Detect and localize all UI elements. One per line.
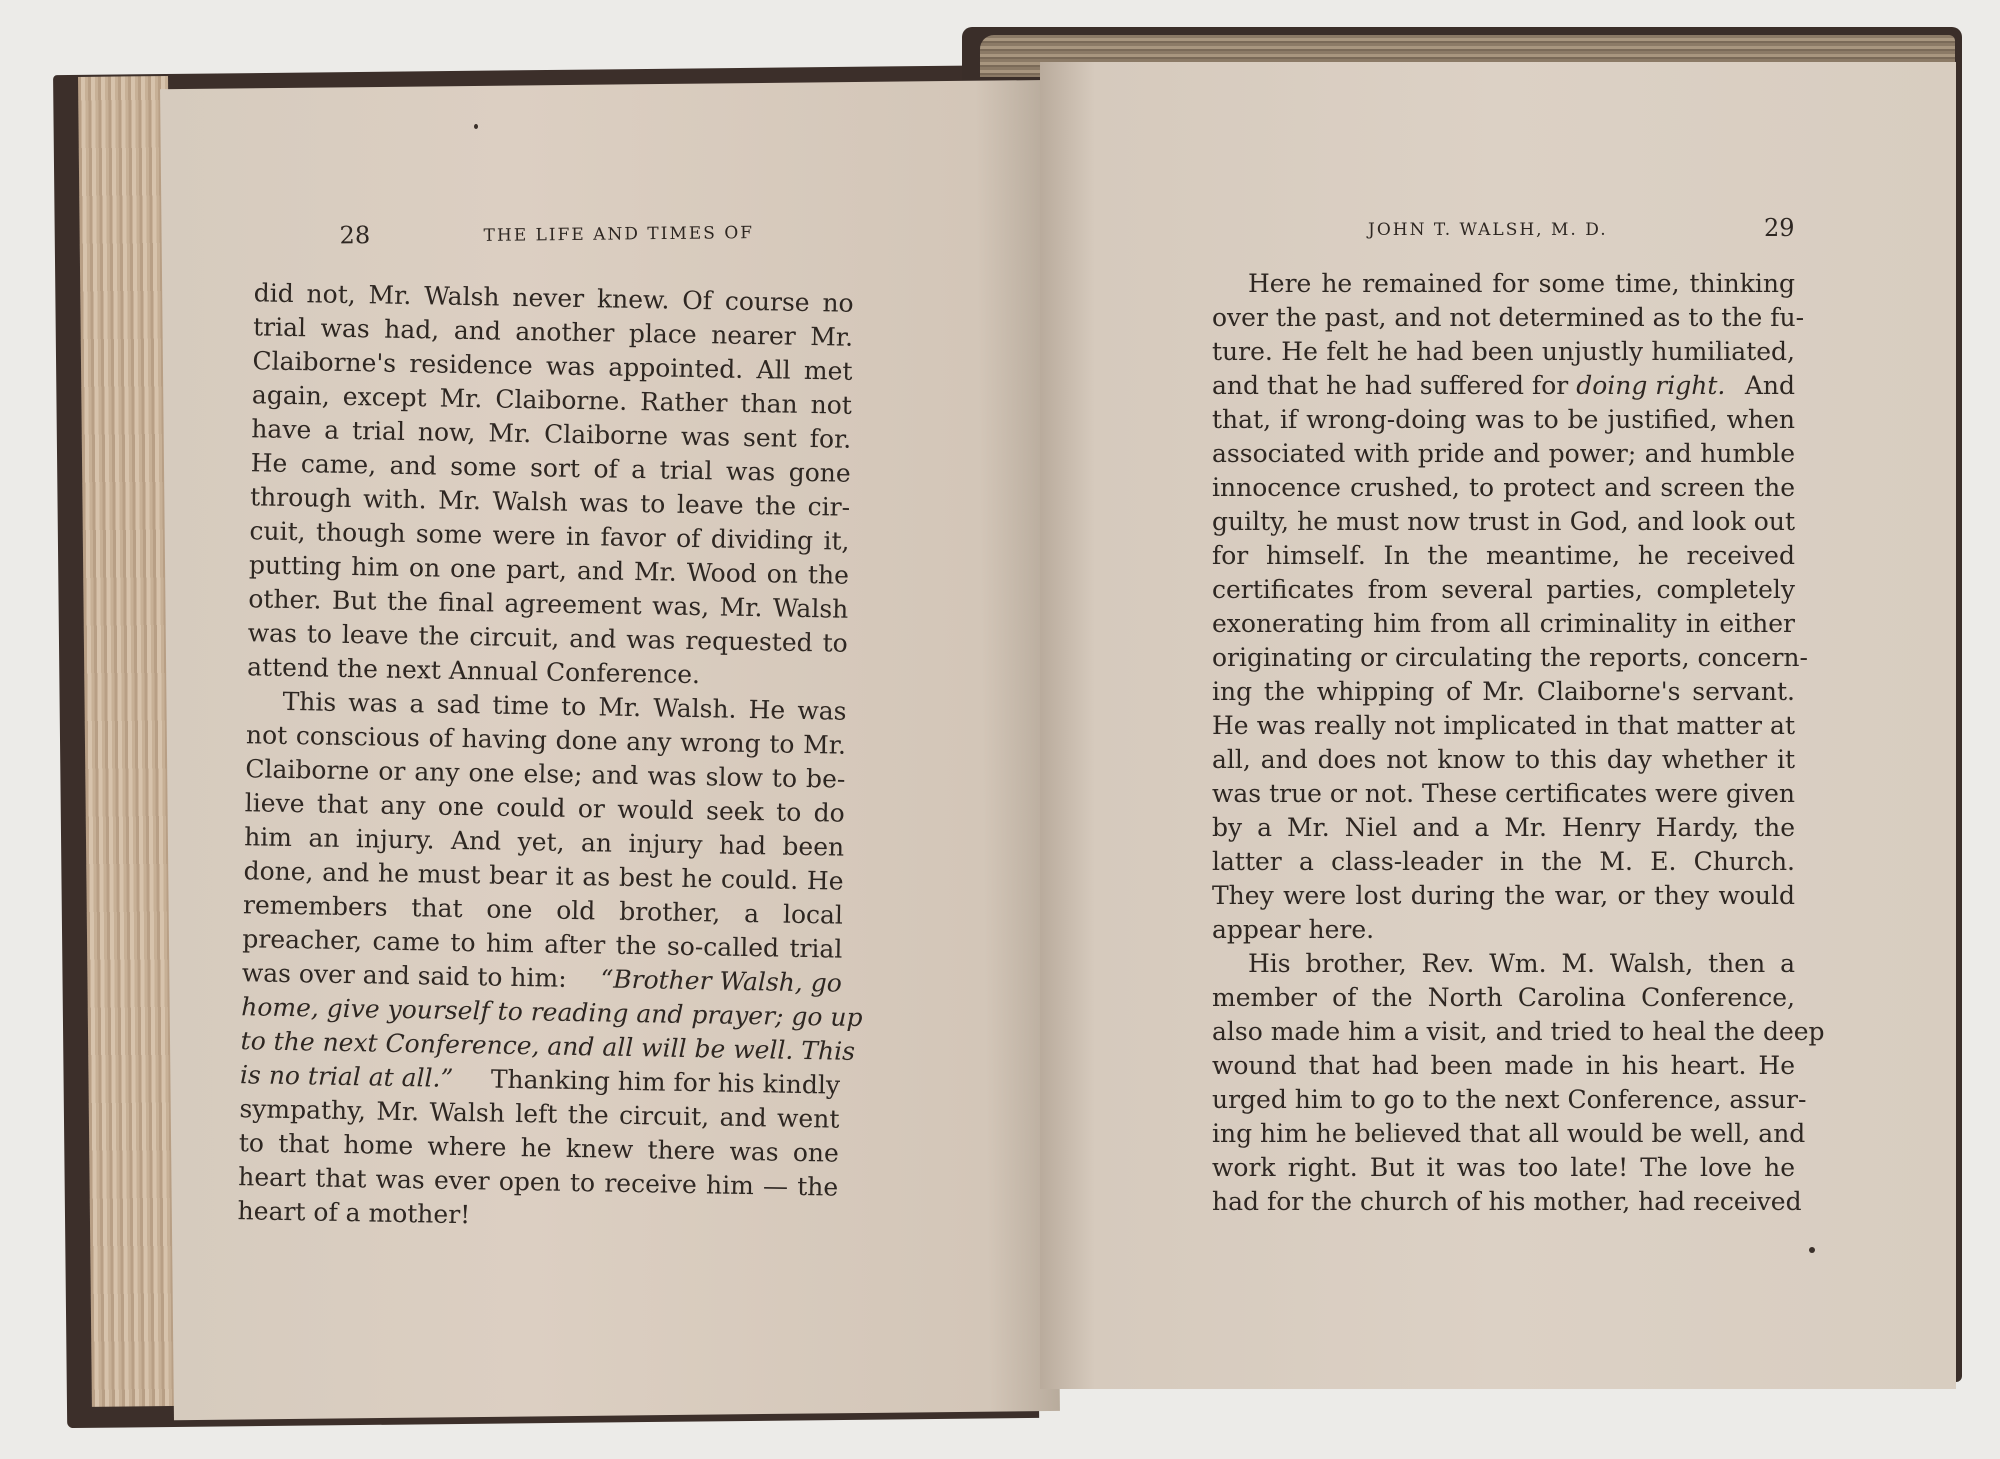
text-line: sympathy, Mr. Walsh left the circuit, and went (239, 1094, 840, 1134)
text-line: urged him to go to the next Conference, assur- (1212, 1085, 1807, 1114)
running-head: THE LIFE AND TIMES OF (483, 223, 755, 246)
text-line: was to leave the circuit, and was requested to (247, 618, 848, 658)
text-line: Claiborne's residence was appointed. All met (252, 346, 853, 386)
text-line: certificates from several parties, completely (1212, 575, 1795, 604)
text-line: that, if wrong-doing was to be justified, when (1212, 405, 1795, 434)
text-line: ing him he believed that all would be well, and (1212, 1119, 1806, 1148)
text-line: all, and does not know to this day whether it (1212, 745, 1795, 774)
text-line: have a trial now, Mr. Claiborne was sent for. (251, 414, 852, 454)
text-line: for himself. In the meantime, he received (1212, 541, 1795, 570)
text-line: done, and he must bear it as best he could. He (243, 856, 844, 896)
text-line: heart of a mother! (237, 1196, 471, 1230)
text-segment: Thanking him for his kindly (490, 1064, 841, 1100)
ink-speck (1809, 1247, 1815, 1253)
text-line: work right. But it was too late! The love he (1212, 1153, 1795, 1182)
italic-quote: is no trial at all.” (239, 1060, 454, 1093)
italic-phrase: doing right. (1576, 371, 1726, 400)
text-line: He was really not implicated in that matter at (1212, 711, 1795, 740)
text-segment: And (1744, 371, 1795, 400)
right-page (1040, 62, 1956, 1389)
body-text (1212, 267, 1825, 1219)
text-line: also made him a visit, and tried to heal the deep (1212, 1017, 1825, 1046)
text-line: again, except Mr. Claiborne. Rather than not (251, 380, 853, 420)
body-text (237, 276, 863, 1238)
text-line: Here he remained for some time, thinking (1248, 269, 1795, 298)
text-line: ture. He felt he had been unjustly humiliated, (1212, 337, 1795, 366)
page-number: 28 (339, 221, 371, 250)
text-line: remembers that one old brother, a local (242, 890, 844, 930)
italic-quote: to the next Conference, and all will be well. This (240, 1026, 856, 1066)
text-line: wound that had been made in his heart. He (1212, 1051, 1795, 1080)
italic-quote: “Brother Walsh, go (600, 964, 843, 998)
text-line: trial was had, and another place nearer Mr. (252, 312, 854, 352)
text-line: This was a sad time to Mr. Walsh. He was (282, 686, 847, 726)
italic-quote: home, give yourself to reading and prayer; go up (241, 992, 863, 1033)
text-line: appear here. (1212, 915, 1375, 944)
text-line: guilty, he must now trust in God, and look out (1212, 507, 1795, 536)
running-head: JOHN T. WALSH, M. D. (1368, 220, 1608, 240)
text-line: was true or not. These certificates were given (1212, 779, 1795, 808)
text-line: heart that was ever open to receive him — the (238, 1162, 839, 1202)
text-line: His brother, Rev. Wm. M. Walsh, then a (1248, 949, 1795, 978)
text-line: cuit, though some were in favor of dividing it, (249, 516, 850, 556)
text-line: He came, and some sort of a trial was gone (250, 448, 851, 488)
text-segment: was over and said to him: (241, 958, 567, 993)
text-line: Claiborne or any one else; and was slow to be- (245, 754, 846, 794)
text-line: ing the whipping of Mr. Claiborne's servant. (1212, 677, 1795, 706)
text-line: They were lost during the war, or they would (1212, 881, 1795, 910)
text-line: originating or circulating the reports, concern- (1212, 643, 1808, 672)
text-segment: and that he had suffered for (1212, 371, 1569, 400)
text-line: to that home where he knew there was one (238, 1128, 840, 1168)
text-line: lieve that any one could or would seek to do (244, 788, 845, 828)
text-line: did not, Mr. Walsh never knew. Of course no (253, 278, 854, 318)
ink-speck (474, 124, 478, 129)
text-line: preacher, came to him after the so-called trial (242, 924, 843, 964)
text-line: associated with pride and power; and humble (1212, 439, 1795, 468)
text-line: by a Mr. Niel and a Mr. Henry Hardy, the (1212, 813, 1795, 842)
text-line: putting him on one part, and Mr. Wood on the (248, 550, 850, 590)
text-line: through with. Mr. Walsh was to leave the cir- (249, 482, 851, 522)
left-page (160, 80, 1060, 1420)
text-line: latter a class-leader in the M. E. Church. (1212, 847, 1795, 876)
text-line: innocence crushed, to protect and screen the (1212, 473, 1795, 502)
text-line: him an injury. And yet, an injury had been (243, 822, 845, 862)
text-line: over the past, and not determined as to the fu- (1212, 303, 1805, 332)
page-number: 29 (1764, 214, 1795, 242)
text-line (1212, 369, 1795, 403)
text-line: exonerating him from all criminality in either (1212, 609, 1795, 638)
text-line: attend the next Annual Conference. (246, 652, 701, 690)
text-line: not conscious of having done any wrong to Mr. (245, 720, 847, 760)
text-line: had for the church of his mother, had received (1212, 1187, 1802, 1216)
text-line: other. But the final agreement was, Mr. Walsh (248, 584, 849, 624)
text-line: member of the North Carolina Conference, (1212, 983, 1795, 1012)
